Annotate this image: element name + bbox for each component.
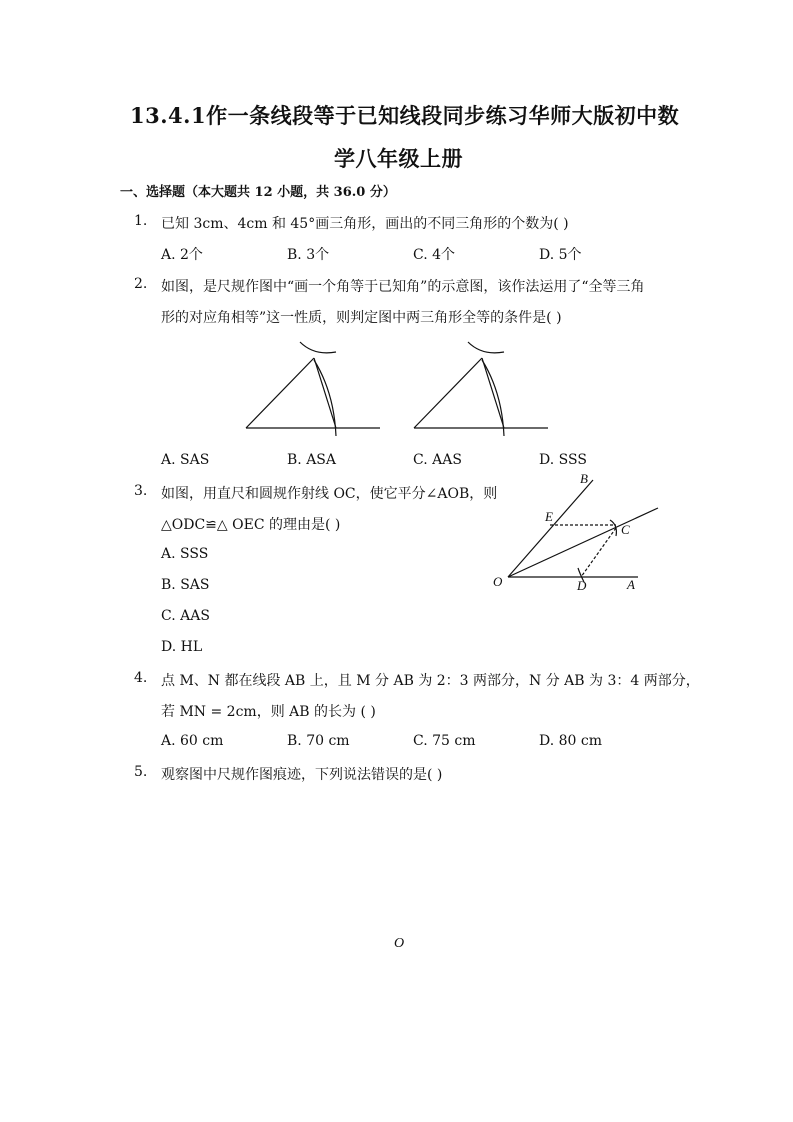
question-4-text-line-1: 点 M、N 都在线段 AB 上，且 M 分 AB 为 2：3 两部分，N 分 AB 为 3：4 两部分， [161,673,700,689]
question-3-option-a[interactable]: A. SSS [161,546,209,562]
question-1-text: 已知 3cm、4cm 和 45°画三角形，画出的不同三角形的个数为( ) [161,216,569,232]
question-3-text-line-1: 如图，用直尺和圆规作射线 OC，使它平分∠AOB，则 [161,486,498,502]
question-4-option-d[interactable]: D. 80 cm [539,733,603,749]
page-title-line-1: 13.4.1作一条线段等于已知线段同步练习华师大版初中数 [130,103,680,128]
question-1-option-c[interactable]: C. 4个 [413,247,456,263]
question-1-number: 1. [134,213,148,229]
question-5-figure-label-o: O [394,936,405,951]
angle-bisector-construction [508,480,658,582]
question-1-option-b[interactable]: B. 3个 [287,247,330,263]
question-2-option-c[interactable]: C. AAS [413,452,462,468]
label-e: E [545,509,553,524]
angle-construction-left [246,342,380,436]
label-a: A [627,577,635,592]
question-4-number: 4. [134,670,148,686]
question-5-number: 5. [134,764,148,780]
question-2-number: 2. [134,276,148,292]
question-2-option-a[interactable]: A. SAS [161,452,210,468]
section-heading: 一、选择题（本大题共 12 小题，共 36.0 分） [120,185,396,200]
question-2-option-b[interactable]: B. ASA [287,452,336,468]
question-5-text: 观察图中尺规作图痕迹，下列说法错误的是( ) [161,767,443,783]
question-2-text-line-2: 形的对应角相等”这一性质，则判定图中两三角形全等的条件是( ) [161,310,562,326]
angle-construction-right [414,342,548,436]
question-3-option-b[interactable]: B. SAS [161,577,210,593]
question-3-text-line-2: △ODC≌△ OEC 的理由是( ) [161,517,341,533]
question-3-number: 3. [134,483,148,499]
page-title-line-2: 学八年级上册 [334,146,463,171]
question-2-figure [240,332,560,442]
question-2-text-line-1: 如图，是尺规作图中“画一个角等于已知角”的示意图，该作法运用了“全等三角 [161,279,645,295]
question-3-option-d[interactable]: D. HL [161,639,203,655]
label-d: D [577,578,587,593]
question-1-option-a[interactable]: A. 2个 [161,247,203,263]
label-c: C [621,522,630,537]
question-4-option-a[interactable]: A. 60 cm [161,733,224,749]
question-4-text-line-2: 若 MN = 2cm，则 AB 的长为 ( ) [161,704,376,720]
label-o: O [493,574,503,589]
question-4-option-b[interactable]: B. 70 cm [287,733,350,749]
label-b: B [580,471,588,486]
question-1-option-d[interactable]: D. 5个 [539,247,582,263]
question-4-option-c[interactable]: C. 75 cm [413,733,476,749]
question-2-option-d[interactable]: D. SSS [539,452,587,468]
question-3-option-c[interactable]: C. AAS [161,608,210,624]
question-3-figure [488,470,668,595]
